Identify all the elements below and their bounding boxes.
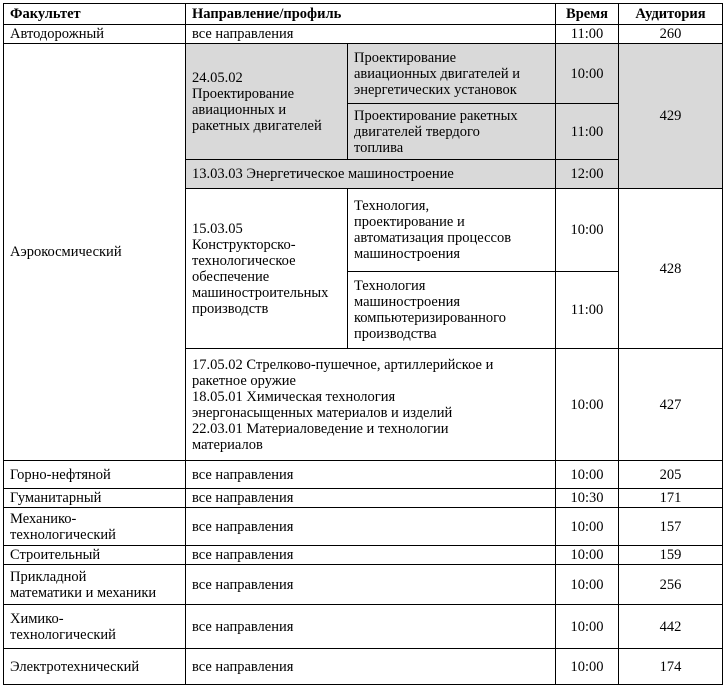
text-line: 22.03.01 Материаловедение и технологии (192, 420, 449, 437)
direction-code-cell (186, 44, 348, 160)
text-line: энергетических установок (354, 81, 517, 98)
profile-cell (348, 189, 556, 272)
text-line: обеспечение (192, 268, 270, 285)
time-cell: 11:00 (556, 25, 619, 44)
time-cell: 10:00 (556, 508, 619, 546)
text-line: производства (354, 326, 437, 342)
time-cell: 12:00 (556, 160, 619, 189)
table-row (4, 489, 723, 508)
text-line: Конструкторско- (192, 236, 296, 253)
faculty-cell (4, 605, 186, 649)
direction-cell: все направления (186, 508, 556, 546)
text-line: машиностроения (354, 246, 461, 262)
text-line: Технология, (354, 198, 430, 214)
time-cell: 10:00 (556, 349, 619, 461)
room-cell: 159 (619, 546, 723, 565)
direction-cell: все направления (186, 649, 556, 685)
faculty-cell: Строительный (4, 546, 186, 565)
time-cell: 10:00 (556, 461, 619, 489)
table-row (4, 565, 723, 605)
time-cell: 11:00 (556, 272, 619, 349)
profile-cell (348, 272, 556, 349)
faculty-cell (4, 508, 186, 546)
time-cell: 10:00 (556, 605, 619, 649)
table-row (4, 508, 723, 546)
table-row (4, 546, 723, 565)
table-row (4, 44, 723, 104)
time-cell: 10:00 (556, 189, 619, 272)
direction-cell: все направления (186, 605, 556, 649)
room-cell: 428 (619, 189, 723, 349)
table-row (4, 605, 723, 649)
text-line: технологический (10, 526, 116, 543)
header-time: Время (556, 4, 619, 25)
text-line: 15.03.05 (192, 220, 243, 237)
text-line: Проектирование (354, 49, 457, 66)
room-cell: 427 (619, 349, 723, 461)
room-cell: 205 (619, 461, 723, 489)
room-cell: 171 (619, 489, 723, 508)
direction-cell: все направления (186, 565, 556, 605)
time-cell: 10:00 (556, 649, 619, 685)
direction-code-cell (186, 189, 348, 349)
time-cell: 10:00 (556, 44, 619, 104)
time-cell: 10:30 (556, 489, 619, 508)
table-row (4, 649, 723, 685)
header-direction: Направление/профиль (186, 4, 556, 25)
profile-cell (348, 104, 556, 160)
text-line: материалов (192, 436, 263, 453)
table-row (4, 25, 723, 44)
text-line: авиационных и (192, 101, 287, 118)
text-line: производств (192, 300, 269, 317)
text-line: Проектирование ракетных (354, 107, 518, 124)
faculty-cell: Автодорожный (4, 25, 186, 44)
text-line: машиностроения (354, 294, 461, 310)
text-line: математики и механики (10, 584, 157, 601)
direction-cell: все направления (186, 546, 556, 565)
text-line: 18.05.01 Химическая технология (192, 388, 396, 405)
header-row (4, 4, 723, 25)
text-line: машиностроительных (192, 284, 329, 301)
text-line: технологический (10, 626, 116, 643)
text-line: Химико- (10, 610, 64, 627)
time-cell: 10:00 (556, 565, 619, 605)
text-line: двигателей твердого (354, 123, 480, 140)
room-cell: 157 (619, 508, 723, 546)
text-line: 24.05.02 (192, 69, 243, 86)
profile-cell (348, 44, 556, 104)
text-line: Прикладной (10, 568, 87, 585)
text-line: ракетных двигателей (192, 117, 322, 134)
text-line: Технология (354, 278, 426, 294)
text-line: Проектирование (192, 85, 295, 102)
direction-cell: все направления (186, 489, 556, 508)
direction-cell: все направления (186, 25, 556, 44)
room-cell: 429 (619, 44, 723, 189)
text-line: Механико- (10, 510, 77, 527)
text-line: топлива (354, 139, 404, 156)
faculty-cell: Аэрокосмический (4, 44, 186, 461)
text-line: проектирование и (354, 214, 465, 230)
text-line: энергонасыщенных материалов и изделий (192, 404, 453, 421)
direction-cell (186, 349, 556, 461)
text-line: ракетное оружие (192, 372, 296, 389)
faculty-cell: Горно-нефтяной (4, 461, 186, 489)
faculty-cell (4, 565, 186, 605)
table-row (4, 461, 723, 489)
room-cell: 256 (619, 565, 723, 605)
direction-cell: 13.03.03 Энергетическое машиностроение (186, 160, 556, 189)
header-room: Аудитория (619, 4, 723, 25)
faculty-cell: Гуманитарный (4, 489, 186, 508)
header-faculty: Факультет (4, 4, 186, 25)
text-line: авиационных двигателей и (354, 65, 520, 82)
text-line: компьютеризированного (354, 310, 506, 326)
faculty-cell: Электротехнический (4, 649, 186, 685)
time-cell: 10:00 (556, 546, 619, 565)
room-cell: 442 (619, 605, 723, 649)
text-line: автоматизация процессов (354, 230, 512, 246)
time-cell: 11:00 (556, 104, 619, 160)
direction-cell: все направления (186, 461, 556, 489)
schedule-table (3, 3, 723, 685)
text-line: 17.05.02 Стрелково-пушечное, артиллерийское и (192, 356, 494, 373)
room-cell: 260 (619, 25, 723, 44)
text-line: технологическое (192, 252, 296, 269)
room-cell: 174 (619, 649, 723, 685)
